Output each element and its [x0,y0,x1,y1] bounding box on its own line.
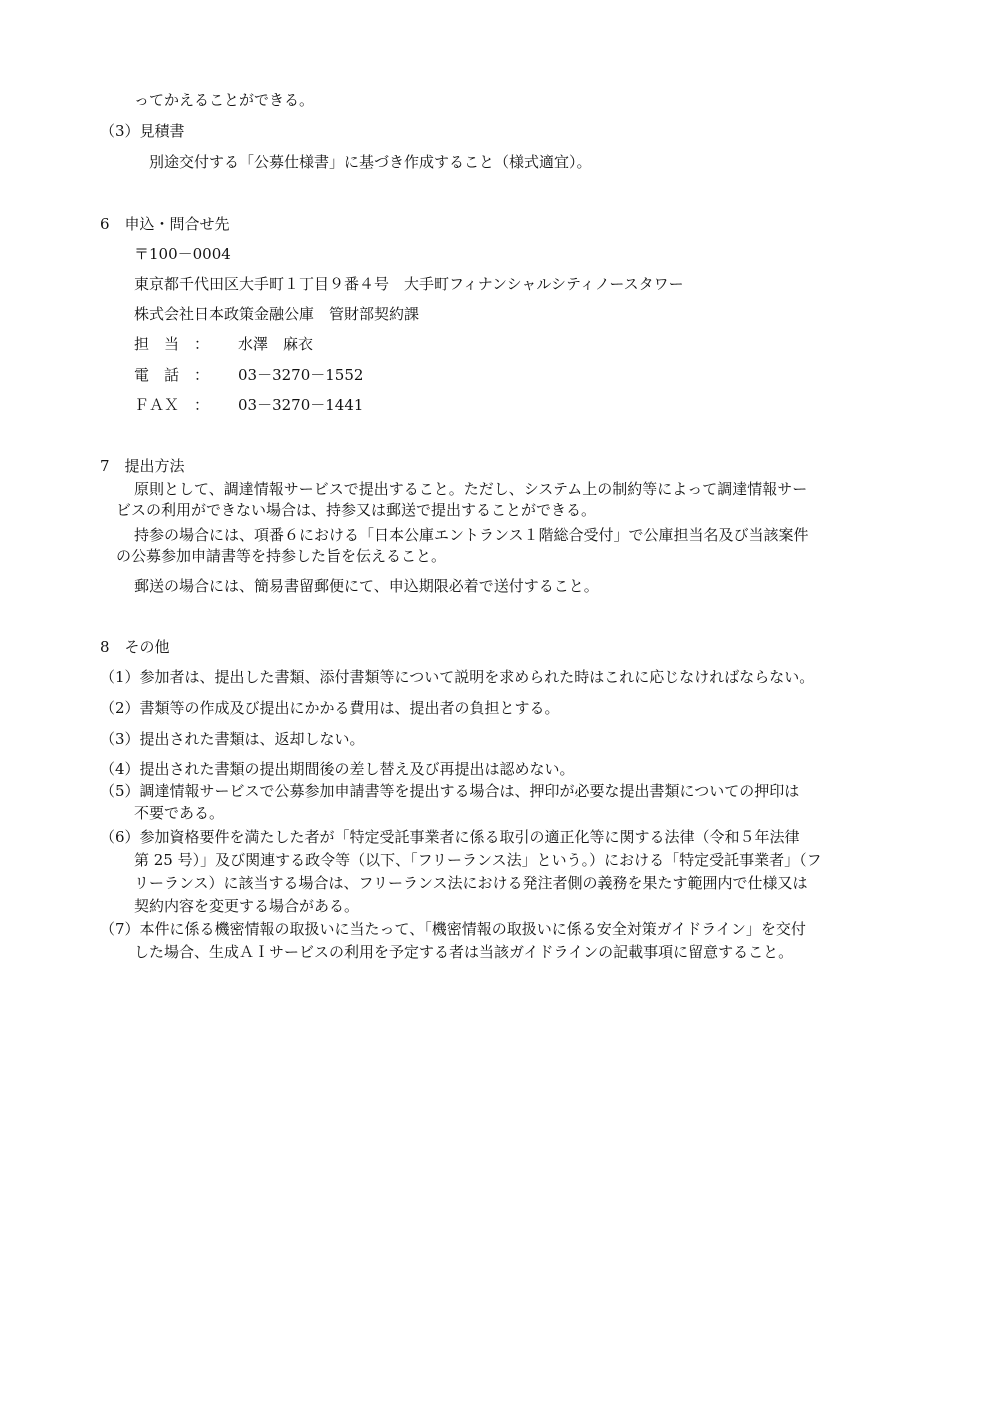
s6-tel-value: 03－3270－1552 [238,366,364,384]
s6-org: 株式会社日本政策金融公庫 管財部契約課 [134,305,420,323]
s8-item-7-line2: した場合、生成ＡＩサービスの利用を予定する者は当該ガイドラインの記載事項に留意すること。 [134,943,794,961]
s6-tel-label: 電 話 ： [134,366,210,384]
s6-fax-value: 03－3270－1441 [238,396,364,414]
s7-p1-line2: ビスの利用ができない場合は、持参又は郵送で提出することができる。 [116,501,597,519]
s3-continuation: ってかえることができる。 [134,91,315,109]
s8-item-6-line3: リーランス）に該当する場合は、フリーランス法における発注者側の義務を果たす範囲内で仕様又は [134,874,808,892]
s8-item-6-line2: 第 25 号）」及び関連する政令等（以下、「フリーランス法」という。）における「特定受託事業者」（フ [134,851,822,869]
s8-item-4: （4）提出された書類の提出期間後の差し替え及び再提出は認めない。 [100,760,575,778]
s8-item-5-line2: 不要である。 [134,804,225,822]
s7-p2-line1: 持参の場合には、項番６における「日本公庫エントランス１階総合受付」で公庫担当名及び当該案件 [134,526,809,544]
s8-item-1: （1）参加者は、提出した書類、添付書類等について説明を求められた時はこれに応じなければならない。 [100,668,815,686]
s7-p2-line2: の公募参加申請書等を持参した旨を伝えること。 [116,547,447,565]
s8-item-5-line1: （5）調達情報サービスで公募参加申請書等を提出する場合は、押印が必要な提出書類についての押印は [100,782,800,800]
s7-p1-line1: 原則として、調達情報サービスで提出すること。ただし、システム上の制約等によって調達情報サー [134,480,808,498]
s6-postal: 〒100－0004 [134,245,231,263]
s7-p3: 郵送の場合には、簡易書留郵便にて、申込期限必着で送付すること。 [134,577,599,595]
s3-body: 別途交付する「公募仕様書」に基づき作成すること（様式適宜）。 [149,153,592,171]
s6-address: 東京都千代田区大手町１丁目９番４号 大手町フィナンシャルシティノースタワー [134,275,684,293]
s8-item-2: （2）書類等の作成及び提出にかかる費用は、提出者の負担とする。 [100,699,560,717]
s8-item-3: （3）提出された書類は、返却しない。 [100,730,365,748]
s7-heading: 7 提出方法 [100,457,185,475]
s6-contact-label: 担 当 ： [134,335,210,353]
s6-contact-value: 水澤 麻衣 [238,335,314,353]
s8-item-7-line1: （7）本件に係る機密情報の取扱いに当たって、「機密情報の取扱いに係る安全対策ガイドライン」を交付 [100,920,806,938]
s8-item-6-line1: （6）参加資格要件を満たした者が「特定受託事業者に係る取引の適正化等に関する法律（令和５年法律 [100,828,800,846]
s6-fax-label: ＦＡＸ ： [134,396,210,414]
s8-heading: 8 その他 [100,638,170,656]
s8-item-6-line4: 契約内容を変更する場合がある。 [134,897,360,915]
s6-heading: 6 申込・問合せ先 [100,215,230,233]
s3-heading: （3）見積書 [100,122,185,140]
